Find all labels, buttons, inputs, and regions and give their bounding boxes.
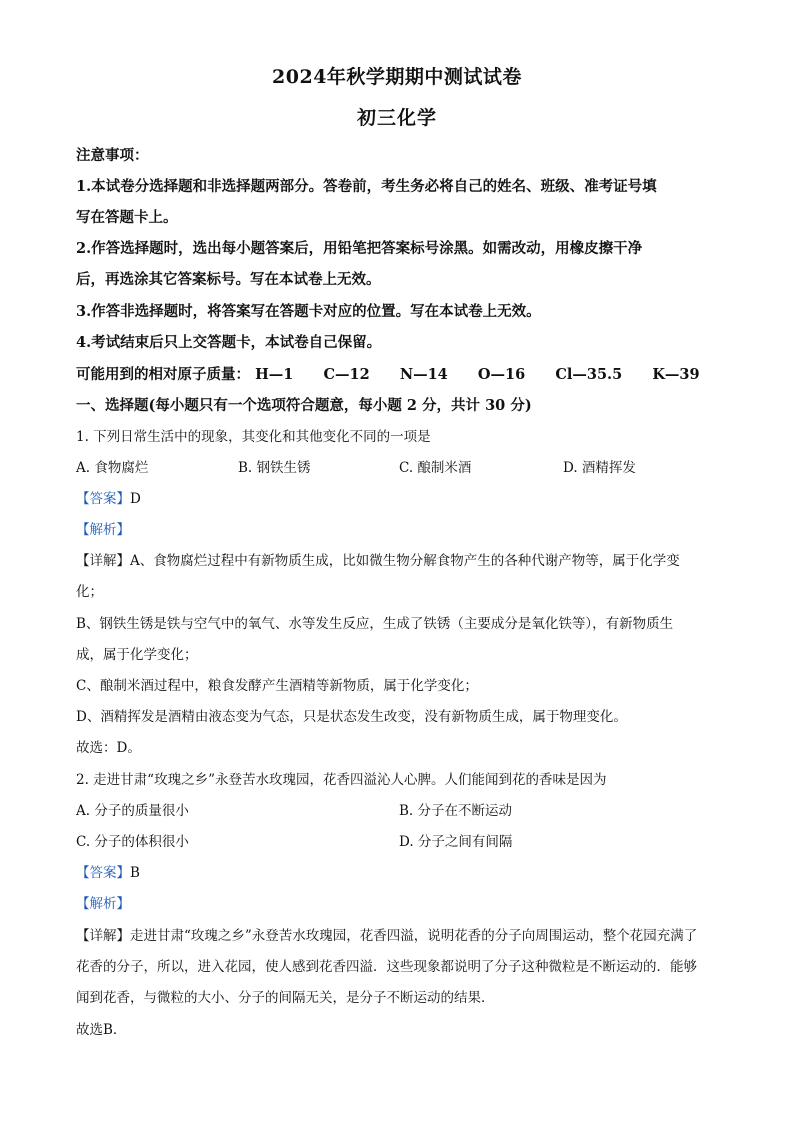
analysis-tag: 【解析】 — [76, 896, 130, 912]
answer-tag: 【答案】 — [76, 865, 130, 881]
q2-detail-line — [76, 926, 697, 946]
question-1-stem: 1. 下列日常生活中的现象，其变化和其他变化不同的一项是 — [76, 429, 431, 445]
notice-item: 写在答题卡上。 — [76, 209, 178, 226]
atomic-mass-label: 可能用到的相对原子质量： — [76, 366, 250, 383]
notice-heading: 注意事项： — [76, 147, 149, 164]
q1-conclusion: 故选：D。 — [76, 740, 141, 756]
q2-answer — [76, 863, 140, 883]
q1-detail-line: D、酒精挥发是酒精由液态变为气态，只是状态发生改变，没有新物质生成，属于物理变化。 — [76, 709, 627, 725]
detail-tag: 【详解】 — [76, 553, 130, 569]
atomic-mass-o: O—16 — [477, 366, 526, 383]
q1-option-a: A. 食物腐烂 — [76, 460, 149, 476]
question-2-stem: 2. 走进甘肃“玫瑰之乡”永登苦水玫瑰园，花香四溢沁人心脾。人们能闻到花的香味是因为 — [76, 772, 607, 788]
q1-detail-line: B、钢铁生锈是铁与空气中的氧气、水等发生反应，生成了铁锈（主要成分是氧化铁等），有新物质生 — [76, 616, 674, 632]
answer-value: B — [130, 865, 140, 881]
notice-item: 2.作答选择题时，选出每小题答案后，用铅笔把答案标号涂黑。如需改动，用橡皮擦干净 — [76, 240, 643, 257]
answer-tag: 【答案】 — [76, 491, 130, 507]
atomic-mass-row — [76, 365, 700, 385]
detail-tag: 【详解】 — [76, 928, 130, 944]
atomic-mass-n: N—14 — [399, 366, 448, 383]
atomic-mass-cl: Cl—35.5 — [555, 366, 623, 383]
q1-detail-line — [76, 551, 680, 571]
detail-text: 走进甘肃“玫瑰之乡”永登苦水玫瑰园，花香四溢，说明花香的分子向周围运动，整个花园充满了 — [130, 928, 698, 944]
q2-option-b: B. 分子在不断运动 — [399, 803, 513, 819]
q2-option-c: C. 分子的体积很小 — [76, 834, 189, 850]
q1-detail-line: 成，属于化学变化； — [76, 647, 198, 663]
q2-option-a: A. 分子的质量很小 — [76, 803, 189, 819]
exam-subject: 初三化学 — [356, 107, 437, 129]
answer-value: D — [130, 491, 141, 507]
notice-item: 1.本试卷分选择题和非选择题两部分。答卷前，考生务必将自己的姓名、班级、准考证号填 — [76, 178, 657, 195]
atomic-mass-c: C—12 — [323, 366, 370, 383]
notice-item: 3.作答非选择题时，将答案写在答题卡对应的位置。写在本试卷上无效。 — [76, 303, 541, 320]
q1-option-b: B. 钢铁生锈 — [238, 460, 311, 476]
analysis-tag: 【解析】 — [76, 522, 130, 538]
q1-option-d: D. 酒精挥发 — [563, 460, 636, 476]
q2-option-d: D. 分子之间有间隔 — [399, 834, 513, 850]
section-heading: 一、选择题(每小题只有一个选项符合题意，每小题 2 分，共计 30 分) — [76, 397, 532, 414]
q1-detail-line: 化； — [76, 584, 103, 600]
notice-item: 4.考试结束后只上交答题卡，本试卷自己保留。 — [76, 334, 382, 351]
q2-analysis — [76, 894, 130, 914]
atomic-mass-h: H—1 — [255, 366, 294, 383]
exam-title: 2024年秋学期期中测试试卷 — [272, 66, 522, 88]
q1-option-c: C. 酿制米酒 — [399, 460, 472, 476]
q2-conclusion: 故选B． — [76, 1022, 127, 1038]
q2-detail-line: 闻到花香，与微粒的大小、分子的间隔无关，是分子不断运动的结果． — [76, 990, 495, 1006]
q1-answer — [76, 489, 141, 509]
q2-detail-line: 花香的分子，所以，进入花园，使人感到花香四溢．这些现象都说明了分子这种微粒是不断运动的．能够 — [76, 959, 697, 975]
q1-detail-line: C、酿制米酒过程中，粮食发酵产生酒精等新物质，属于化学变化； — [76, 678, 478, 694]
q1-analysis — [76, 520, 130, 540]
notice-item: 后，再选涂其它答案标号。写在本试卷上无效。 — [76, 271, 381, 288]
detail-text: A、食物腐烂过程中有新物质生成，比如微生物分解食物产生的各种代谢产物等，属于化学变 — [130, 553, 680, 569]
atomic-mass-k: K—39 — [652, 366, 700, 383]
